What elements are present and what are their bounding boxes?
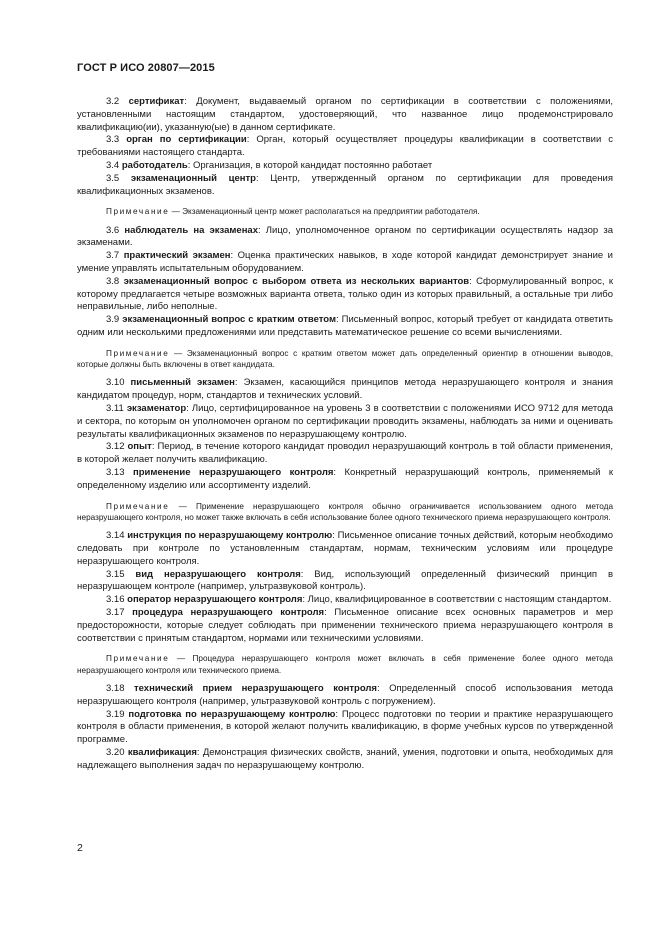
page-number: 2 [77, 842, 83, 854]
definition-number: 3.3 [106, 134, 120, 146]
standard-header: ГОСТ Р ИСО 20807—2015 [77, 62, 215, 74]
definition-term: вид неразрушающего контроля [135, 568, 301, 580]
definition-text: Письменный вопрос, который требует от кандидата ответить одним или несколькими предложениями или представить математическое решение со всеми вычислениями. [77, 314, 613, 339]
definition-number: 3.2 [106, 96, 120, 107]
definition-number: 3.11 [106, 403, 124, 415]
definition-3-16: 3.16 оператор неразрушающего контроля: Лицо, квалифицированное в соответствии с настоящим стандартом. [106, 594, 612, 606]
definition-term: применение неразрушающего контроля [132, 467, 334, 479]
definition-text: Письменное описание всех основных параметров и мер предосторожности, которые следует соблюдать при применении технического приема неразрушающего контроля в соответствии с принятым стандартом, нормами или техническими условиями. [77, 606, 613, 644]
definition-3-7: 3.7 практический экзамен: Оценка практических навыков, в ходе которой кандидат демонстрирует знание и умение управлять испытательным оборудованием. [77, 250, 613, 275]
definition-number: 3.4 [106, 159, 120, 171]
definition-text: Оценка практических навыков, в ходе которой кандидат демонстрирует знание и умение управлять испытательным оборудованием. [77, 250, 613, 275]
definition-3-15: 3.15 вид неразрушающего контроля: Вид, использующий определенный физический принцип в неразрушающем контроле (например, ультразвуковой контроль). [77, 568, 613, 593]
definition-3-4: 3.4 работодатель: Организация, в которой кандидат постоянно работает [106, 159, 433, 171]
definition-term: технический прием неразрушающего контроля [133, 682, 377, 694]
definition-text: Документ, выдаваемый органом по сертификации в соответствии с положениями, установленными настоящим стандартом, удостоверяющий, что названное лицо продемонстрировало квалификацию(ии), указанную(ые) в данном сертификате. [77, 96, 614, 133]
definition-text: Конкретный неразрушающий контроль, применяемый к определенному изделию или ассортименту изделий. [77, 467, 613, 491]
definition-term: опыт [127, 441, 152, 453]
note-3-13: Примечание — Применение неразрушающего контроля обычно ограничивается использованием одного метода неразрушающего контроля, но может также включать в себя использование более одного технического приема неразрушающего контроля. [77, 501, 613, 522]
note-text: Экзаменационный центр может располагаться на предприятии работодателя. [182, 207, 480, 217]
note-label: Примечание [106, 501, 170, 511]
definition-term: подготовка по неразрушающему контролю [128, 708, 336, 720]
definition-3-9: 3.9 экзаменационный вопрос с кратким ответом: Письменный вопрос, который требует от кандидата ответить одним или несколькими предложениями или представить математическое решение со всеми вычислениями. [77, 314, 613, 339]
definition-3-2: 3.2 сертификат: Документ, выдаваемый органом по сертификации в соответствии с положениями, установленными настоящим стандартом, удостоверяющий, что названное лицо продемонстрировало квалификацию(ии), указанную(ые) в данном сертификате. [77, 96, 614, 133]
definition-3-20: 3.20 квалификация: Демонстрация физических свойств, знаний, умения, подготовки и опыта, необходимых для надлежащего выполнения задач по неразрушающему контролю. [77, 746, 614, 771]
note-3-5: Примечание — Экзаменационный центр может располагаться на предприятии работодателя. [106, 207, 480, 217]
definition-number: 3.8 [106, 275, 120, 287]
definition-text: Процесс подготовки по теории и практике неразрушающего контроля в области применения, в которой желают получить квалификацию, в форме учебных курсов по утвержденной программе. [77, 708, 614, 746]
definition-term: орган по сертификации [126, 134, 247, 146]
definitions-body [77, 96, 613, 773]
definition-3-14: 3.14 инструкция по неразрушающему контролю: Письменное описание точных действий, которым необходимо следовать при контроле по установленным стандартам, нормам, техническим условиям или процедуре неразрушающего контроля. [77, 530, 614, 567]
definition-number: 3.18 [106, 682, 125, 694]
definition-3-17: 3.17 процедура неразрушающего контроля: Письменное описание всех основных параметров и мер предосторожности, которые следует соблюдать при применении технического приема неразрушающего контроля в соответствии с принятым стандартом, нормами или техническими условиями. [77, 606, 613, 644]
definition-3-13: 3.13 применение неразрушающего контроля: Конкретный неразрушающий контроль, применяемый к определенному изделию или ассортименту изделий. [77, 467, 613, 491]
definition-text: Орган, который осуществляет процедуры квалификации в соответствии с требованиями настоящего стандарта. [77, 134, 614, 159]
definition-term: наблюдатель на экзаменах [124, 224, 258, 236]
note-3-9: Примечание — Экзаменационный вопрос с кратким ответом может дать определенный ориентир в отношении выводов, которые должны быть включены в ответ кандидата. [77, 348, 613, 370]
definition-term: экзаменационный вопрос с выбором ответа из нескольких вариантов [123, 275, 470, 287]
definition-term: оператор неразрушающего контроля [127, 594, 303, 606]
definition-term: процедура неразрушающего контроля [132, 606, 325, 618]
definition-term: сертификат [128, 96, 185, 107]
note-text: Применение неразрушающего контроля обычно ограничивается использованием одного метода неразрушающего контроля, но может также включать в себя использование более одного технического приема неразрушающего контроля. [77, 501, 613, 522]
note-label: Примечание [106, 207, 170, 217]
definition-number: 3.14 [106, 530, 125, 542]
definition-number: 3.6 [106, 224, 120, 236]
definition-term: экзаменационный центр [130, 172, 256, 184]
definition-3-18: 3.18 технический прием неразрушающего контроля: Определенный способ использования метода неразрушающего контроля (например, ультразвуковой контроль с погружением). [77, 682, 614, 707]
note-3-17: Примечание — Процедура неразрушающего контроля может включать в себя применение более одного метода неразрушающего контроля или технического приема. [77, 654, 613, 675]
definition-number: 3.5 [106, 172, 120, 184]
definition-3-12: 3.12 опыт: Период, в течение которого кандидат проводил неразрушающий контроль в той области применения, в которой желает получить квалификацию. [77, 441, 614, 466]
definition-number: 3.19 [106, 708, 125, 720]
definition-term: практический экзамен [123, 250, 231, 262]
definition-number: 3.10 [106, 377, 125, 389]
definition-text: Лицо, уполномоченное органом по сертификации осуществлять надзор за экзаменами. [77, 224, 614, 249]
note-text: Экзаменационный вопрос с кратким ответом может дать определенный ориентир в отношении выводов, которые должны быть включены в ответ кандидата. [77, 348, 613, 370]
definition-number: 3.12 [106, 441, 125, 453]
definition-number: 3.17 [106, 606, 125, 618]
definition-term: экзаменатор [126, 403, 187, 415]
note-text: Процедура неразрушающего контроля может включать в себя применение более одного метода неразрушающего контроля или технического приема. [77, 654, 613, 675]
definition-3-10: 3.10 письменный экзамен: Экзамен, касающийся принципов метода неразрушающего контроля и знания кандидатом процедур, норм, стандартов и технических условий. [77, 377, 613, 402]
definition-text: Письменное описание точных действий, которым необходимо следовать при контроле по установленным стандартам, нормам, техническим условиям или процедуре неразрушающего контроля. [77, 530, 614, 567]
definition-number: 3.13 [106, 467, 125, 479]
definition-term: инструкция по неразрушающему контролю [127, 530, 333, 542]
definition-text: Лицо, сертифицированное на уровень 3 в соответствии с положениями ИСО 9712 для метода и сектора, по которым он уполномочен органом по сертификации проводить экзамены, наблюдать за ними и оценивать результаты квалификационных экзаменов по неразрушающему контролю. [77, 403, 614, 440]
definition-number: 3.7 [106, 250, 120, 262]
definition-text: Период, в течение которого кандидат проводил неразрушающий контроль в той области применения, в которой желает получить квалификацию. [77, 441, 614, 466]
definition-3-19: 3.19 подготовка по неразрушающему контролю: Процесс подготовки по теории и практике неразрушающего контроля в области применения, в которой желают получить квалификацию, в форме учебных курсов по утвержденной программе. [77, 708, 614, 746]
definition-text: Вид, использующий определенный физический принцип в неразрушающем контроле (например, ультразвуковой контроль). [77, 568, 613, 593]
definition-text: Центр, утвержденный органом по сертификации для проведения квалификационных экзаменов. [77, 172, 613, 197]
definition-text: Организация, в которой кандидат постоянно работает [193, 159, 433, 171]
definition-term: экзаменационный вопрос с кратким ответом [122, 314, 336, 326]
definition-term: письменный экзамен [130, 377, 235, 389]
definition-number: 3.16 [106, 594, 125, 606]
definition-3-5: 3.5 экзаменационный центр: Центр, утвержденный органом по сертификации для проведения квалификационных экзаменов. [77, 172, 613, 197]
definition-number: 3.15 [106, 568, 125, 580]
definition-term: работодатель [121, 159, 188, 171]
definition-number: 3.9 [106, 314, 120, 326]
definition-number: 3.20 [106, 746, 125, 758]
definition-text: Определенный способ использования метода неразрушающего контроля (например, ультразвуковой контроль с погружением). [77, 682, 614, 707]
definition-3-6: 3.6 наблюдатель на экзаменах: Лицо, уполномоченное органом по сертификации осуществлять надзор за экзаменами. [77, 224, 614, 249]
definition-text: Экзамен, касающийся принципов метода неразрушающего контроля и знания кандидатом процедур, норм, стандартов и технических условий. [77, 377, 613, 402]
note-label: Примечание [106, 348, 170, 358]
definition-text: Демонстрация физических свойств, знаний, умения, подготовки и опыта, необходимых для надлежащего выполнения задач по неразрушающему контролю. [77, 746, 614, 771]
definition-text: Лицо, квалифицированное в соответствии с настоящим стандартом. [307, 594, 612, 606]
note-label: Примечание [106, 654, 170, 664]
definition-term: квалификация [127, 746, 197, 758]
definition-3-3: 3.3 орган по сертификации: Орган, который осуществляет процедуры квалификации в соответствии с требованиями настоящего стандарта. [77, 134, 614, 159]
definition-3-11: 3.11 экзаменатор: Лицо, сертифицированное на уровень 3 в соответствии с положениями ИСО 9712 для метода и сектора, по которым он уполномочен органом по сертификации проводить экзамены, наблюдать за ними и оценивать результаты квалификационных экзаменов по неразрушающему контролю. [77, 403, 614, 440]
definition-3-8: 3.8 экзаменационный вопрос с выбором ответа из нескольких вариантов: Сформулированный вопрос, к которому предлагается четыре возможных варианта ответа, только один из которых правильный, а остальные три либо неправильные, либо неполные. [77, 275, 614, 313]
definition-text: Сформулированный вопрос, к которому предлагается четыре возможных варианта ответа, только один из которых правильный, а остальные три либо неправильные, либо неполные. [77, 275, 614, 313]
